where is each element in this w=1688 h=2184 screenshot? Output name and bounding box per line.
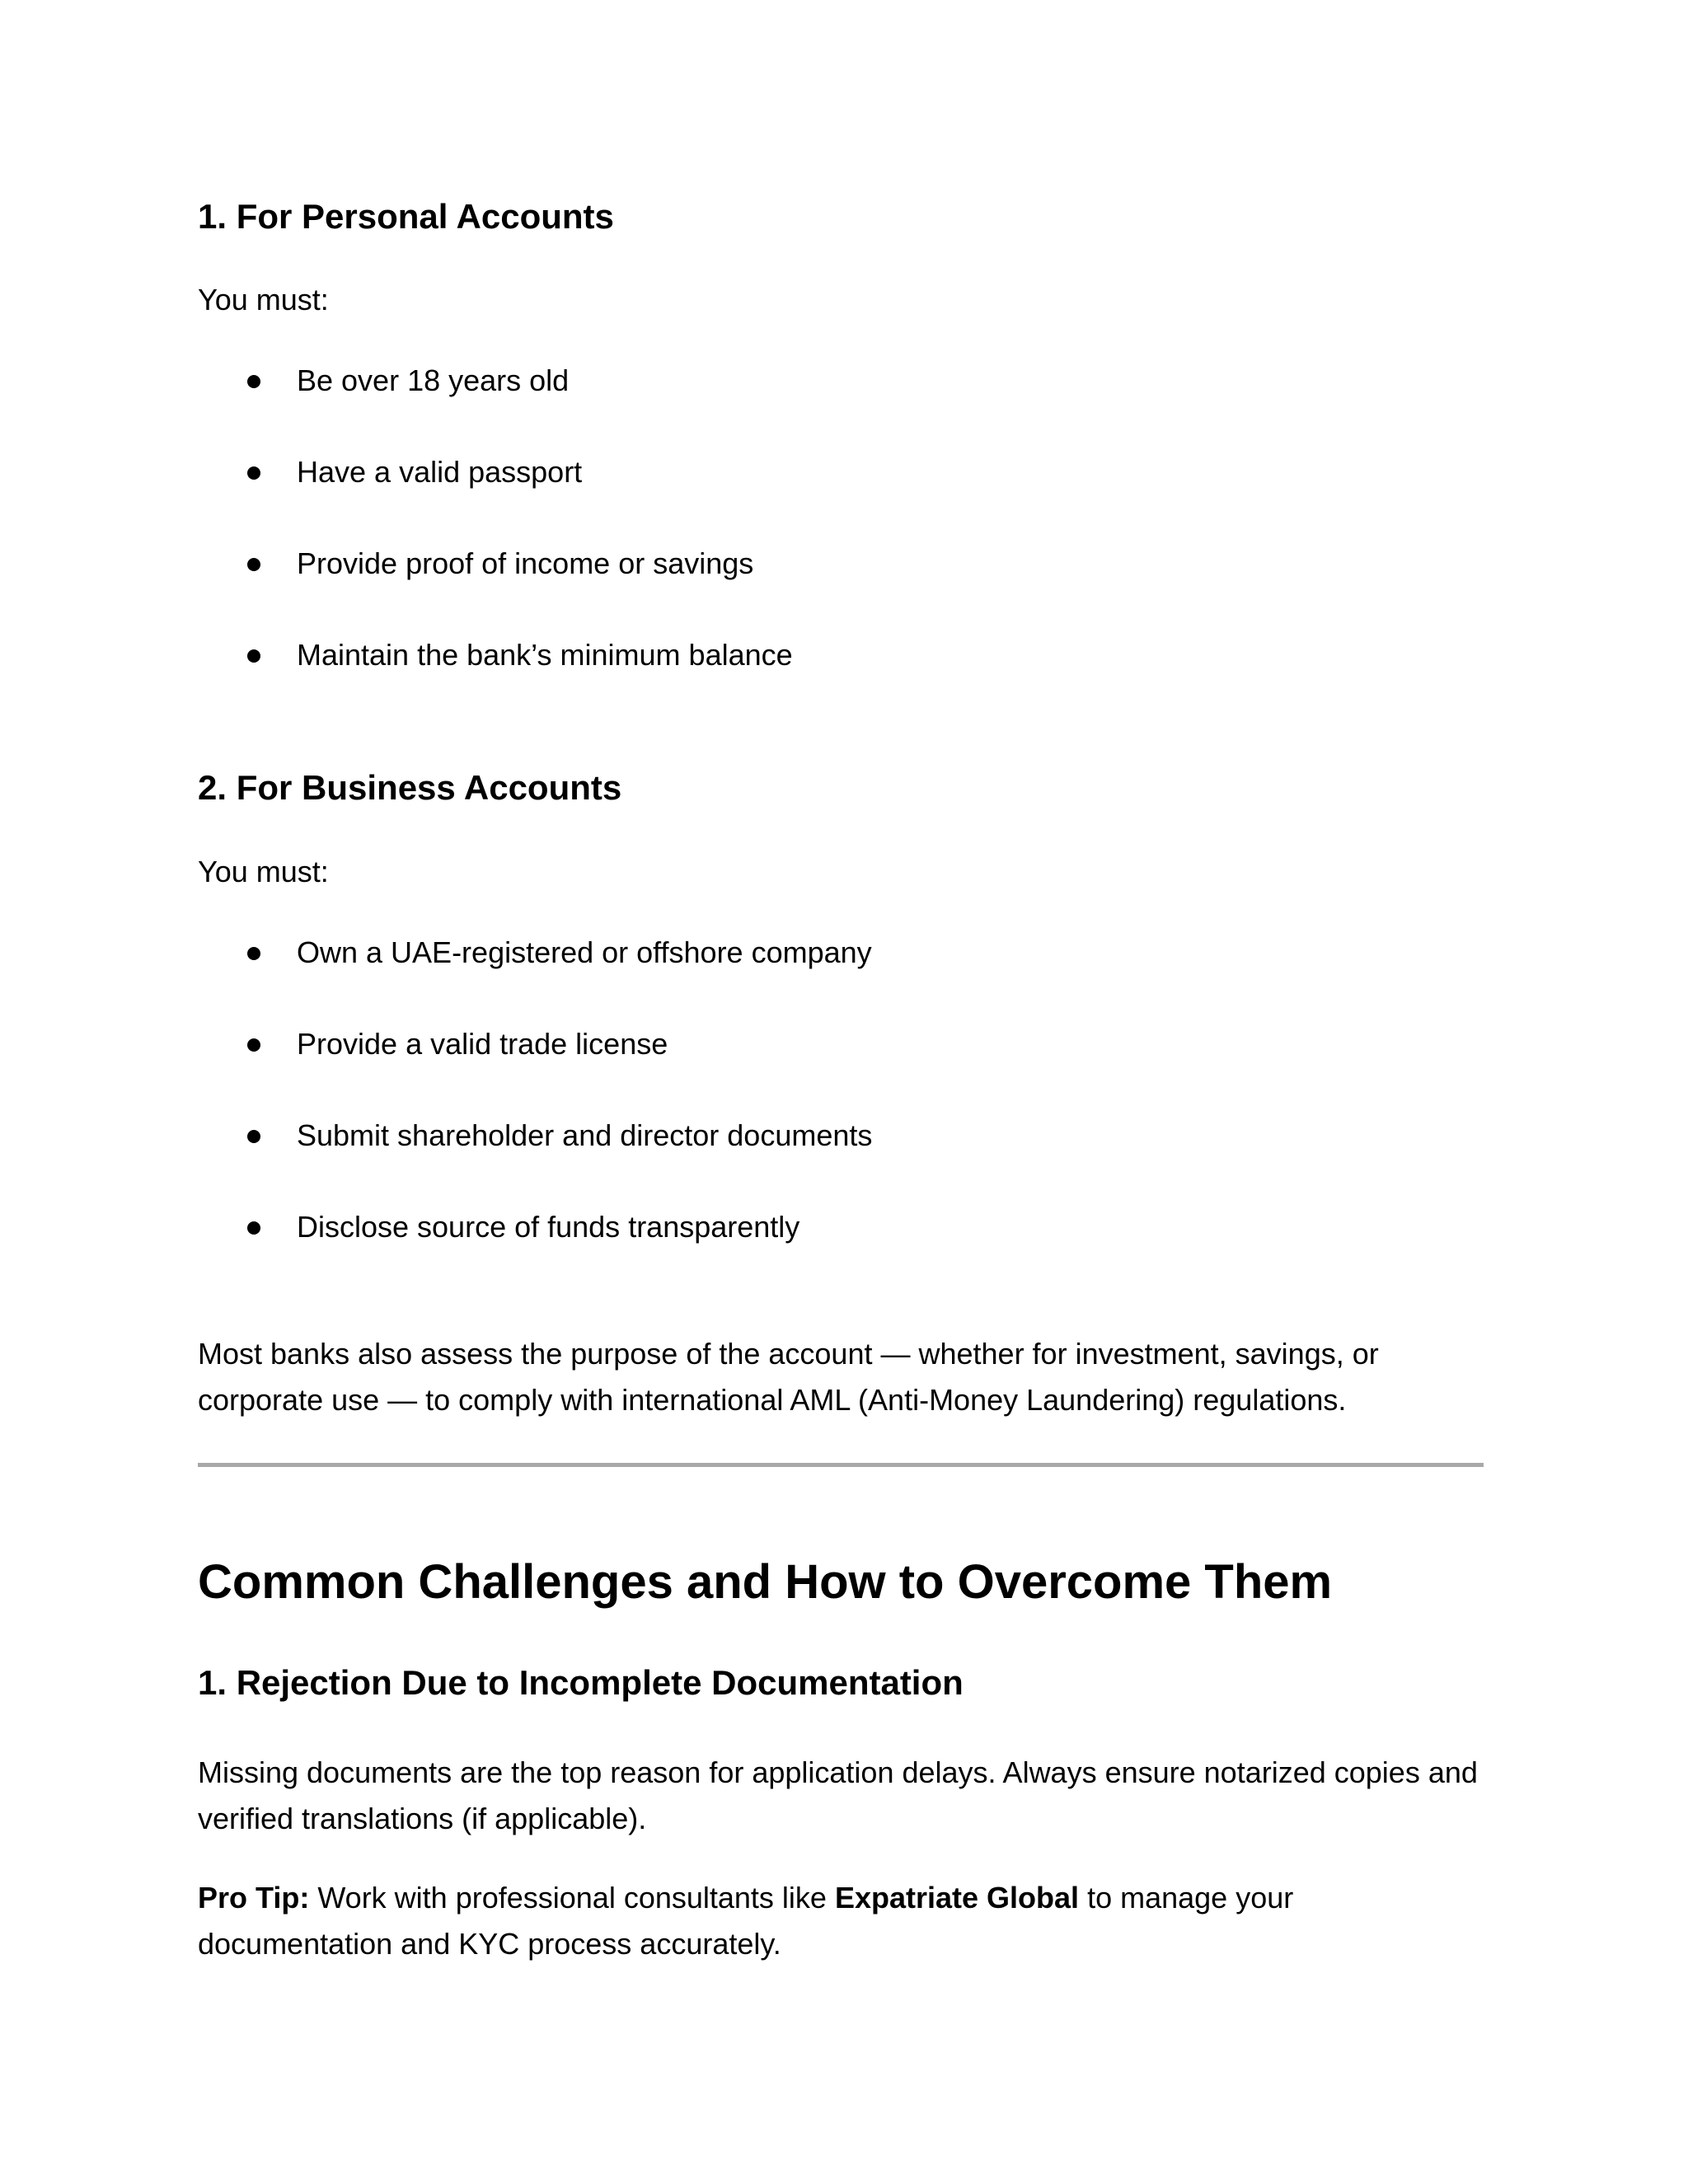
pro-tip-label: Pro Tip: — [198, 1881, 310, 1915]
heading-rejection-documentation: 1. Rejection Due to Incomplete Documentation — [198, 1663, 964, 1702]
pro-tip-text: Work with professional consultants like — [309, 1881, 835, 1915]
pro-tip-text-end: to manage your documentation and KYC process accurately. — [198, 1881, 1294, 1961]
heading-business-accounts: 2. For Business Accounts — [198, 768, 622, 807]
heading-common-challenges: Common Challenges and How to Overcome Them — [198, 1555, 1333, 1609]
list-item-text: Be over 18 years old — [297, 363, 570, 397]
list-item-text: Provide proof of income or savings — [297, 546, 754, 580]
pro-tip-paragraph — [198, 1875, 1484, 1967]
bullet-icon — [247, 558, 260, 571]
pro-tip-brand: Expatriate Global — [834, 1881, 1080, 1915]
rejection-body-paragraph: Missing documents are the top reason for application delays. Always ensure notarized copies and verified translations (if applicable). — [198, 1755, 1478, 1835]
list-item-text: Submit shareholder and director documents — [297, 1118, 873, 1152]
bullet-icon — [247, 1130, 260, 1143]
bullet-icon — [247, 947, 260, 960]
business-intro: You must: — [198, 855, 329, 888]
list-item-text: Own a UAE-registered or offshore company — [297, 935, 872, 969]
list-item-text: Provide a valid trade license — [297, 1027, 668, 1061]
list-item-text: Maintain the bank’s minimum balance — [297, 638, 793, 672]
horizontal-rule — [198, 1463, 1484, 1467]
list-item-text: Have a valid passport — [297, 455, 583, 489]
aml-note-paragraph: Most banks also assess the purpose of the account — whether for investment, savings, or corporate use — to comply with international AML (Anti-Money Laundering) regulations. — [198, 1337, 1379, 1417]
bullet-icon — [247, 1038, 260, 1052]
bullet-icon — [247, 1221, 260, 1235]
bullet-icon — [247, 466, 260, 480]
list-item-text: Disclose source of funds transparently — [297, 1210, 800, 1244]
bullet-icon — [247, 375, 260, 388]
heading-personal-accounts: 1. For Personal Accounts — [198, 197, 614, 236]
personal-intro: You must: — [198, 283, 329, 316]
bullet-icon — [247, 649, 260, 663]
